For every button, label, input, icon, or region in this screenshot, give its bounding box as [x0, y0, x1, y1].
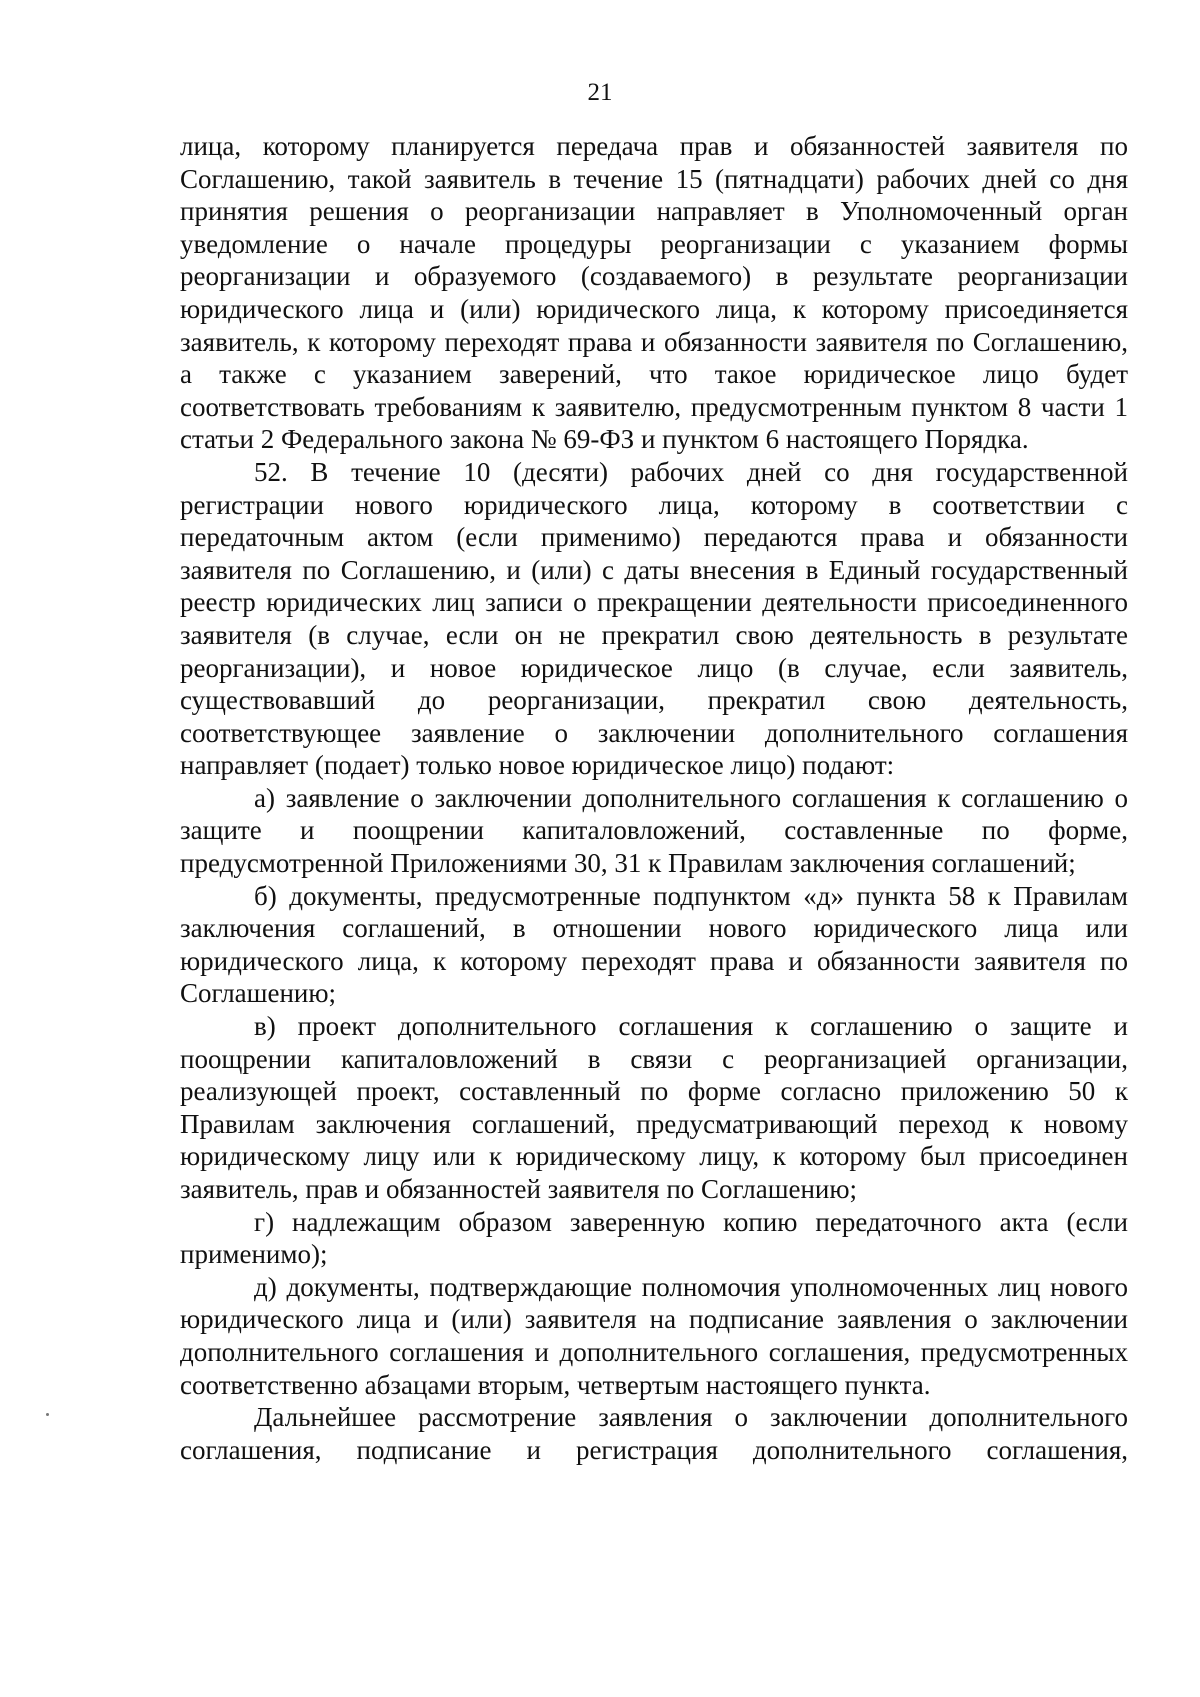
paragraph-text: лица, которому планируется передача прав и обязанностей заявителя по Соглашению, такой заявитель в течение 15 (пятнадцати) рабочих дней со дня принятия решения о реорганизации направляет в Уполномоченный орган уведомление о начале процедуры реорганизации с указанием формы реорганизации и образуемого (создаваемого) в результате реорганизации юридического лица и (или) юридического лица, к которому присоединяется заявитель, к которому переходят права и обязанности заявителя по Соглашению, а также с указанием заверений, что такое юридическое лицо будет соответствовать требованиям к заявителю, предусмотренным пунктом 8 части 1 статьи 2 Федерального закона № 69-ФЗ и пунктом 6 настоящего Порядка.: [180, 131, 1128, 455]
paragraph-text: заявление о заключении дополнительного соглашения к соглашению о защите и поощрении капиталовложений, составленные по форме, предусмотренной Приложениями 30, 31 к Правилам заключения соглашений;: [180, 782, 1129, 879]
document-body: [180, 130, 1128, 1466]
subitem-label: б): [254, 880, 277, 911]
subitem-a: [180, 782, 1128, 880]
paragraph-text: проект дополнительного соглашения к соглашению о защите и поощрении капиталовложений в связи с реорганизацией организации, реализующей проект, составленный по форме согласно приложению 50 к Правилам заключения соглашений, предусматривающий переход к новому юридическому лицу или к юридическому лицу, к которому был присоединен заявитель, прав и обязанностей заявителя по Соглашению;: [180, 1011, 1128, 1204]
subitem-label: в): [254, 1011, 276, 1042]
subitem-label: г): [254, 1206, 275, 1237]
subitem-label: д): [254, 1271, 277, 1302]
paragraph-text: документы, подтверждающие полномочия уполномоченных лиц нового юридического лица и (или) заявителя на подписание заявления о заключении дополнительного соглашения и дополнительного соглашения, предусмотренных соответственно абзацами вторым, четвертым настоящего пункта.: [180, 1271, 1129, 1400]
paragraph-text: документы, предусмотренные подпунктом «д» пункта 58 к Правилам заключения соглашений, в отношении нового юридического лица или юридического лица, к которому переходят права и обязанности заявителя по Соглашению;: [180, 880, 1128, 1009]
paragraph-text: В течение 10 (десяти) рабочих дней со дня государственной регистрации нового юридического лица, которому в соответствии с передаточным актом (если применимо) передаются права и обязанности заявителя по Соглашению, и (или) с даты внесения в Единый государственный реестр юридических лиц записи о прекращении деятельности присоединенного заявителя (в случае, если он не прекратил свою деятельность в результате реорганизации), и новое юридическое лицо (в случае, если заявитель, существовавший до реорганизации, прекратил свою деятельность, соответствующее заявление о заключении дополнительного соглашения направляет (подает) только новое юридическое лицо) подают:: [180, 456, 1129, 781]
subitem-d: [180, 1271, 1128, 1401]
page-number: 21: [587, 79, 613, 106]
paragraph-text: надлежащим образом заверенную копию передаточного акта (если применимо);: [180, 1206, 1129, 1270]
paragraph-item-52: [180, 456, 1128, 782]
scan-speck: [46, 1413, 49, 1416]
subitem-v: [180, 1010, 1128, 1206]
subitem-label: а): [254, 782, 275, 813]
subitem-g: [180, 1206, 1128, 1271]
item-number: 52.: [254, 456, 288, 487]
paragraph-final: [180, 1401, 1128, 1466]
paragraph-text: Дальнейшее рассмотрение заявления о заключении дополнительного соглашения, подписание и регистрация дополнительного соглашения,: [180, 1402, 1128, 1465]
paragraph-continuation: [180, 130, 1128, 456]
subitem-b: [180, 880, 1128, 1010]
